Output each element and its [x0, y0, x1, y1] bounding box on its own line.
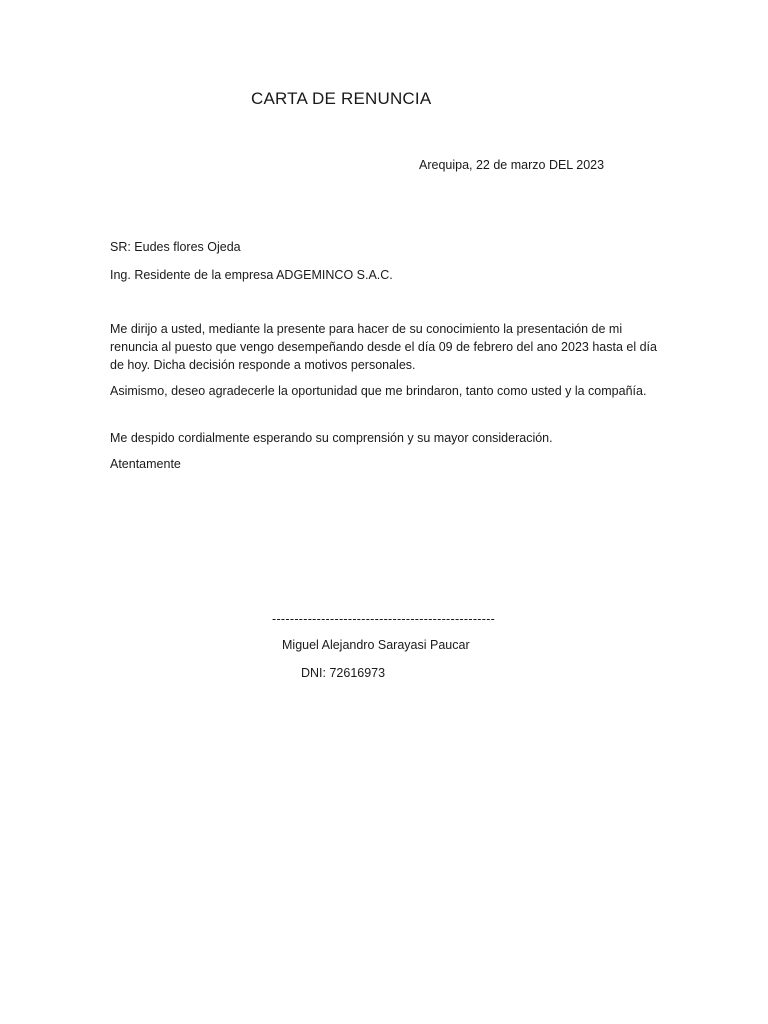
- signature-line: --------------------------------------------------: [272, 612, 496, 626]
- signature-name: Miguel Alejandro Sarayasi Paucar: [282, 638, 470, 652]
- date-line: Arequipa, 22 de marzo DEL 2023: [419, 158, 605, 172]
- recipient-role: Ing. Residente de la empresa ADGEMINCO S.A.C.: [110, 268, 393, 282]
- closing: Atentamente: [110, 457, 181, 471]
- paragraph-resignation: Me dirijo a usted, mediante la presente para hacer de su conocimiento la presentación de mi renuncia al puesto que vengo desempeñando desde el día 09 de febrero del ano 2023 hasta el día de hoy. Dicha decisión responde a motivos personales.: [110, 322, 657, 372]
- signature-dni: DNI: 72616973: [301, 666, 386, 680]
- paragraph-farewell: Me despido cordialmente esperando su comprensión y su mayor consideración.: [110, 431, 553, 445]
- recipient-name: SR: Eudes flores Ojeda: [110, 240, 241, 254]
- paragraph-thanks: Asimismo, deseo agradecerle la oportunidad que me brindaron, tanto como usted y la compañía.: [110, 384, 647, 398]
- letter-title: CARTA DE RENUNCIA: [251, 89, 432, 108]
